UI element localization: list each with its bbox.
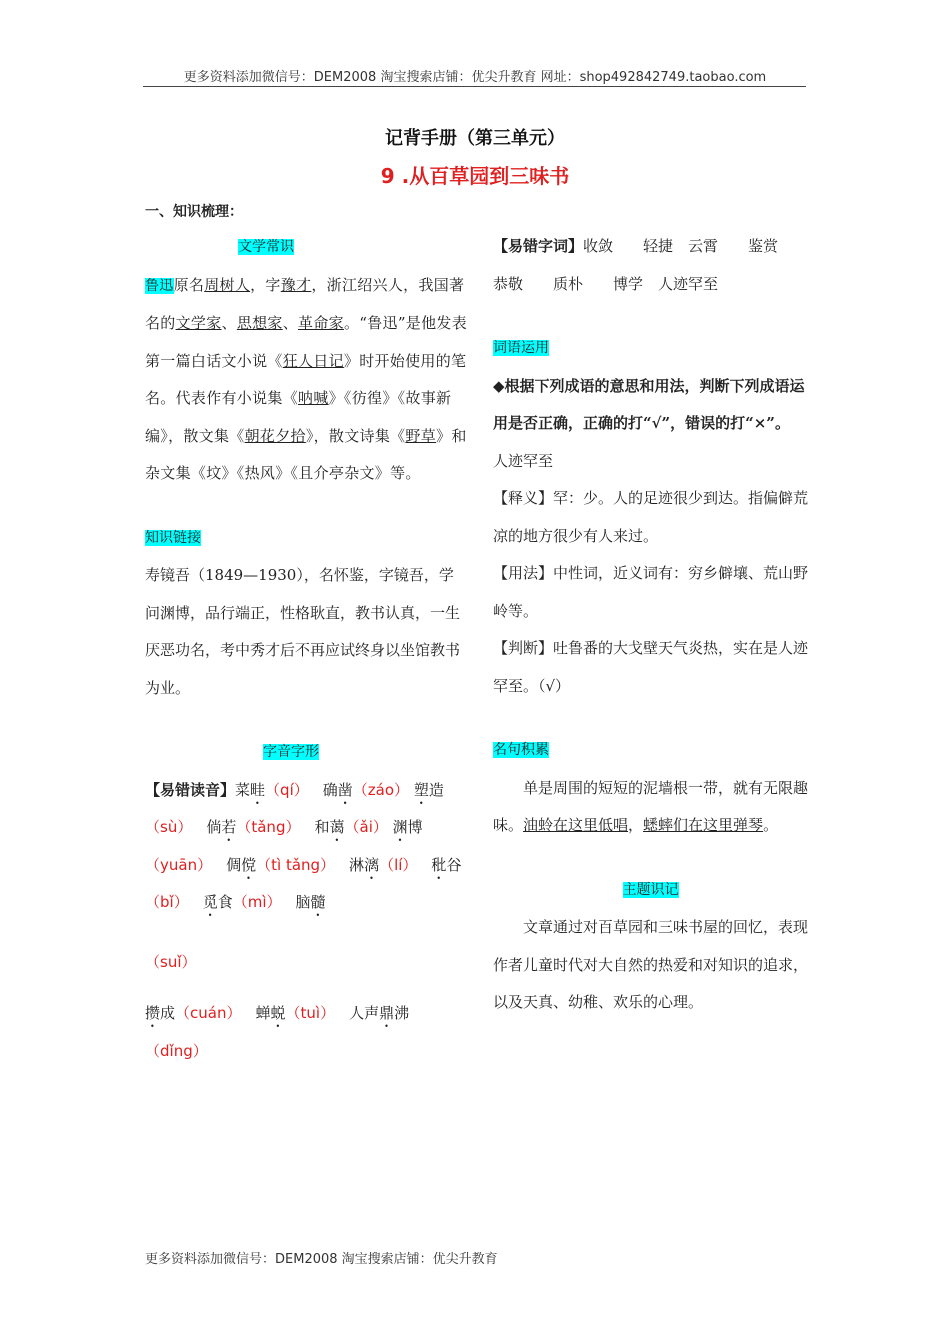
- literary-knowledge-text: 鲁迅原名周树人，字豫才，浙江绍兴人，我国著名的文学家、思想家、革命家。“鲁迅”是他发表第一篇白话文小说《狂人日记》时开始使用的笔名。代表作有小说集《呐喊》《彷徨》《故事新编》，散文集《朝花夕拾》，散文诗集《野草》和杂文集《坟》《热风》《且介亭杂文》等。: [145, 275, 467, 482]
- heading-word-usage: 词语运用: [493, 340, 549, 356]
- idiom-meaning: 【释义】罕：少。人的足迹很少到达。指偏僻荒凉的地方很少有人来过。: [493, 489, 809, 545]
- page-title: 记背手册（第三单元）: [385, 128, 565, 149]
- idiom-usage: 【用法】中性词，近义词有：穷乡僻壤、荒山野岭等。: [493, 564, 809, 620]
- page-header: 更多资料添加微信号：DEM2008 淘宝搜索店铺：优尖升教育 网址：shop492842749.taobao.com: [183, 70, 767, 85]
- lesson-title: 9 .从百草园到三味书: [380, 164, 570, 188]
- usage-question: ◆根据下列成语的意思和用法，判断下列成语运用是否正确，正确的打“√”，错误的打“×”。: [493, 376, 805, 432]
- left-column: 文学常识 鲁迅原名周树人，字豫才，浙江绍兴人，我国著名的文学家、思想家、革命家。“鲁迅”是他发表第一篇白话文小说《狂人日记》时开始使用的笔名。代表作有小说集《呐喊》《彷徨》《故事新编》，散文集《朝花夕拾》，散文诗集《野草》和杂文集《坟》《热风》《且介亭杂文》等。 知识链接 寿镜吾（1849—1930），名怀鉴，字镜吾，学问渊博，品行端正，性格耿直，教书认真，一生厌恶功名，考中秀才后不再应试终身以坐馆教书为业。 字音字形 【易错读音】菜畦（qí） 确凿（záo） 塑造（sù） 倘若（tǎng） 和蔼（ǎi） 渊博（yuān） 倜傥（tì tǎng） 淋漓（lí） 秕谷（bǐ） 觅食（mì） 脑髓 （suǐ） 攒成（cuán） 蝉蜕（tuì） 人声鼎沸（dǐng）: [145, 239, 467, 1060]
- heading-famous-quotes: 名句积累: [493, 742, 549, 758]
- page-footer: 更多资料添加微信号：DEM2008 淘宝搜索店铺：优尖升教育: [145, 1252, 498, 1267]
- heading-knowledge-link: 知识链接: [145, 529, 201, 546]
- idiom: 人迹罕至: [493, 451, 554, 470]
- theme-text: 文章通过对百草园和三味书屋的回忆，表现作者儿童时代对大自然的热爱和对知识的追求，以及天真、幼稚、欢乐的心理。: [493, 918, 809, 1011]
- section-heading: 一、知识梳理：: [145, 204, 243, 220]
- heading-pronunciation: 字音字形: [263, 744, 319, 760]
- heading-literary-knowledge: 文学常识: [238, 239, 294, 255]
- pronunciation-list: 【易错读音】菜畦（qí） 确凿（záo） 塑造（sù） 倘若（tǎng） 和蔼（ǎi） 渊博（yuān） 倜傥（tì tǎng） 淋漓（lí） 秕谷（bǐ） 觅食（mì） 脑髓: [145, 780, 462, 911]
- heading-theme: 主题识记: [622, 881, 679, 898]
- idiom-judgement: 【判断】吐鲁番的大戈壁天气炎热，实在是人迹罕至。（√）: [493, 639, 809, 695]
- right-column: [493, 228, 808, 1022]
- knowledge-link-text: 寿镜吾（1849—1930），名怀鉴，字镜吾，学问渊博，品行端正，性格耿直，教书认真，一生厌恶功名，考中秀才后不再应试终身以坐馆教书为业。: [145, 566, 461, 697]
- famous-quote: 单是周围的短短的泥墙根一带，就有无限趣味。油蛉在这里低唱，蟋蟀们在这里弹琴。: [493, 778, 809, 834]
- error-prone-words: 【易错字词】收敛 轻捷 云霄 鉴赏 恭敬 质朴 博学 人迹罕至: [493, 237, 794, 293]
- header-divider: [143, 86, 806, 87]
